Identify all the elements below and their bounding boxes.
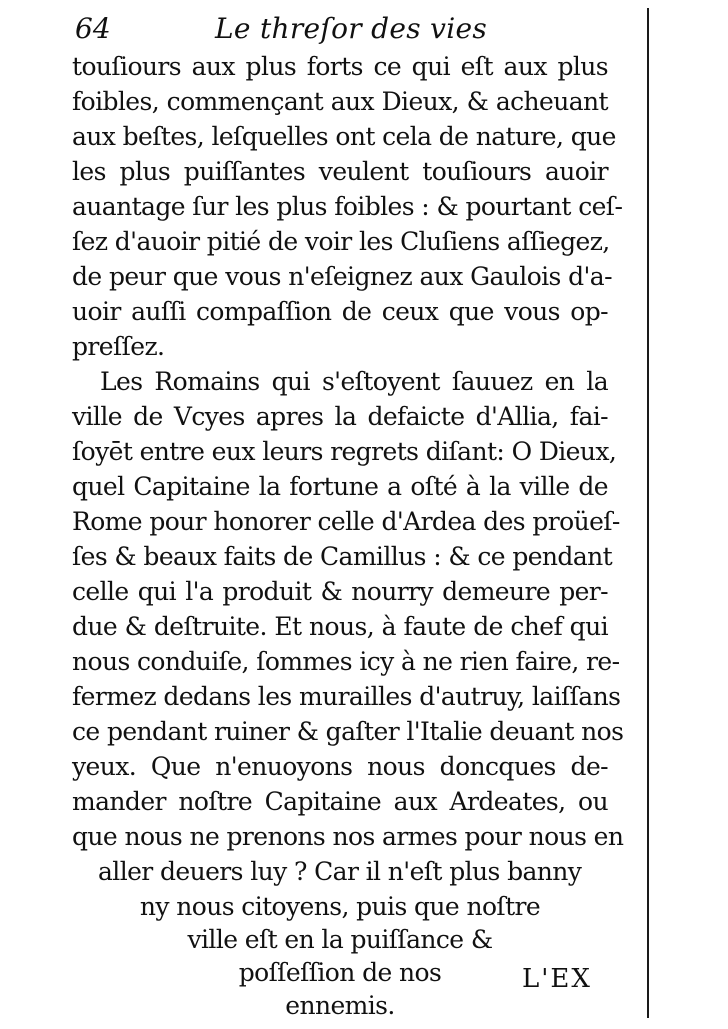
text-line: touſiours aux plus forts ce qui eſt aux plus: [72, 52, 608, 81]
text-line: aller deuers luy ? Car il n'eſt plus banny: [98, 857, 582, 886]
page-edge-rule: [647, 8, 649, 1018]
running-title: Le threſor des vies: [215, 12, 487, 45]
colophon-line: ville eſt en la puiſſance &: [187, 925, 493, 954]
text-line: ſes & beaux faits de Camillus : & ce pendant: [72, 542, 613, 571]
text-line: yeux. Que n'enuoyons nous doncques de-: [72, 752, 608, 781]
text-line: quel Capitaine la fortune a oſté à la ville de: [72, 472, 608, 501]
text-line: ce pendant ruiner & gaſter l'Italie deuant nos: [72, 717, 624, 746]
text-line: ſoyēt entre eux leurs regrets diſant: O Dieux,: [72, 437, 617, 466]
text-line: ſez d'auoir pitié de voir les Cluſiens aſſiegez,: [72, 227, 610, 256]
paragraph-first-line: Les Romains qui s'eſtoyent ſauuez en la: [100, 367, 608, 396]
colophon-line: poſſeſſion de nos: [238, 958, 442, 987]
text-line: uoir auſſi compaſſion de ceux que vous op-: [72, 297, 608, 326]
text-line: de peur que vous n'eſeignez aux Gaulois d'a-: [72, 262, 612, 291]
text-line: due & deſtruite. Et nous, à faute de chef qui: [72, 612, 608, 641]
colophon-line: ny nous citoyens, puis que noſtre: [139, 892, 541, 921]
text-line: fermez dedans les murailles d'autruy, laiſſans: [72, 682, 621, 711]
text-line: que nous ne prenons nos armes pour nous en: [72, 822, 624, 851]
text-line: auantage ſur les plus foibles : & pourtant ceſ-: [72, 192, 623, 221]
text-line: nous conduiſe, ſommes icy à ne rien faire, re-: [72, 647, 620, 676]
page-number: 64: [75, 12, 111, 45]
catchword: L'EX: [522, 964, 592, 994]
text-line: preſſez.: [72, 332, 165, 361]
text-line: foibles, commençant aux Dieux, & acheuant: [72, 87, 608, 116]
text-line: les plus puiſſantes veulent touſiours auoir: [72, 157, 608, 186]
colophon-line: ennemis.: [285, 991, 395, 1020]
text-line: mander noſtre Capitaine aux Ardeates, ou: [72, 787, 608, 816]
text-line: aux beſtes, leſquelles ont cela de nature, que: [72, 122, 616, 151]
text-line: Rome pour honorer celle d'Ardea des proüeſ-: [72, 507, 620, 536]
text-line: ville de Vcyes apres la defaicte d'Allia, fai-: [72, 402, 608, 431]
text-line: celle qui l'a produit & nourry demeure per-: [72, 577, 608, 606]
